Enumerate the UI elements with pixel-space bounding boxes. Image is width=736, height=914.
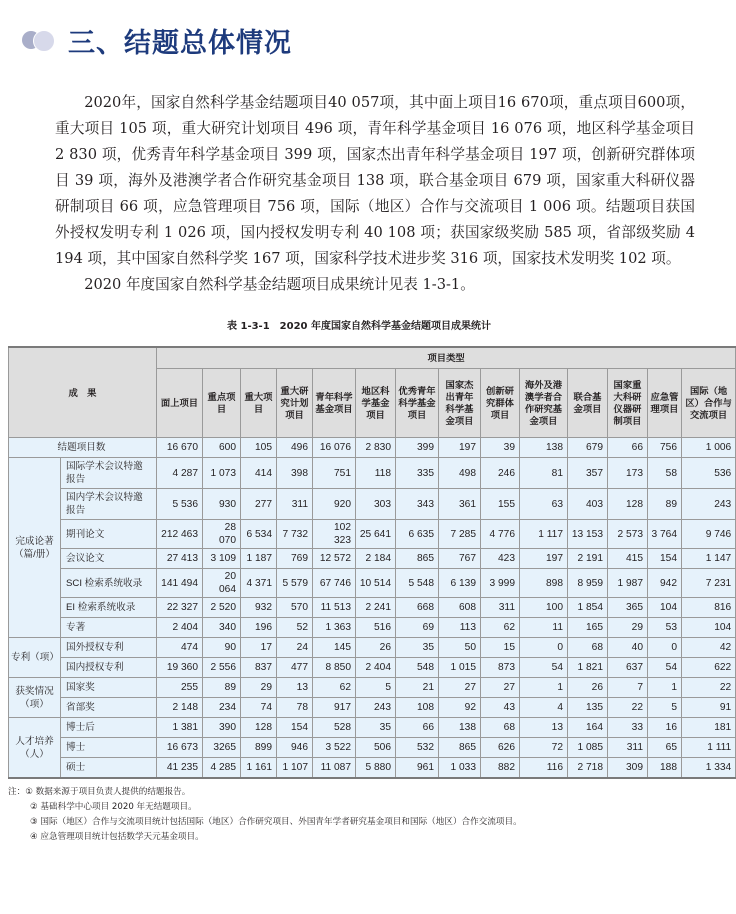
table-cell: 340 <box>203 618 241 638</box>
table-cell: 532 <box>396 738 439 758</box>
table-cell: 756 <box>648 438 682 458</box>
table-cell: 154 <box>277 718 313 738</box>
table-cell: 1 085 <box>568 738 608 758</box>
table-row <box>9 569 736 598</box>
table-cell: 930 <box>203 489 241 520</box>
table-cell: 751 <box>313 458 356 489</box>
table-cell: 108 <box>396 698 439 718</box>
table-cell: 1 073 <box>203 458 241 489</box>
table-cell: 17 <box>241 638 277 658</box>
table-cell: 6 534 <box>241 520 277 549</box>
table-cell: 357 <box>568 458 608 489</box>
column-header: 国际（地区）合作与交流项目 <box>682 369 736 438</box>
table-cell: 506 <box>356 738 396 758</box>
table-cell: 2 404 <box>356 658 396 678</box>
note: ③ 国际（地区）合作与交流项目统计包括国际（地区）合作研究项目、外国青年学者研究基金项目和国际（地区）合作交流项目。 <box>30 817 522 827</box>
table-cell: 873 <box>481 658 520 678</box>
table-cell: 961 <box>396 758 439 779</box>
table-cell: 1 334 <box>682 758 736 779</box>
column-header: 重大项目 <box>241 369 277 438</box>
table-cell: 608 <box>439 598 481 618</box>
table-cell: 1 117 <box>520 520 568 549</box>
column-header: 重大研究计划项目 <box>277 369 313 438</box>
table-cell: 28 070 <box>203 520 241 549</box>
table-row <box>9 618 736 638</box>
table-cell: 50 <box>439 638 481 658</box>
table-row <box>9 549 736 569</box>
table-cell: 1 <box>648 678 682 698</box>
table-cell: 22 <box>682 678 736 698</box>
table-cell: 105 <box>241 438 277 458</box>
table-cell: 16 076 <box>313 438 356 458</box>
table-cell: 637 <box>608 658 648 678</box>
table-cell: 7 732 <box>277 520 313 549</box>
table-cell: 92 <box>439 698 481 718</box>
column-header: 创新研究群体项目 <box>481 369 520 438</box>
table-cell: 78 <box>277 698 313 718</box>
table-cell: 26 <box>356 638 396 658</box>
table-cell: 155 <box>481 489 520 520</box>
table-cell: 197 <box>439 438 481 458</box>
table-cell: 66 <box>396 718 439 738</box>
row-label: 国外授权专利 <box>61 638 157 658</box>
table-cell: 865 <box>439 738 481 758</box>
table-caption: 表 1-3-1 2020 年度国家自然科学基金结题项目成果统计 <box>227 321 491 332</box>
table-cell: 102 323 <box>313 520 356 549</box>
table-cell: 946 <box>277 738 313 758</box>
table-cell: 600 <box>203 438 241 458</box>
table-row <box>9 678 736 698</box>
table-cell: 528 <box>313 718 356 738</box>
column-header: 地区科学基金项目 <box>356 369 396 438</box>
table-cell: 196 <box>241 618 277 638</box>
table-cell: 626 <box>481 738 520 758</box>
column-header: 优秀青年科学基金项目 <box>396 369 439 438</box>
table-cell: 3 764 <box>648 520 682 549</box>
table-cell: 63 <box>520 489 568 520</box>
table-cell: 89 <box>203 678 241 698</box>
table-cell: 2 241 <box>356 598 396 618</box>
table-cell: 19 360 <box>157 658 203 678</box>
table-cell: 21 <box>396 678 439 698</box>
table-cell: 2 148 <box>157 698 203 718</box>
table-cell: 8 959 <box>568 569 608 598</box>
table-cell: 29 <box>241 678 277 698</box>
table-cell: 4 287 <box>157 458 203 489</box>
table-cell: 54 <box>520 658 568 678</box>
table-cell: 5 <box>648 698 682 718</box>
table-cell: 932 <box>241 598 277 618</box>
table-cell: 2 404 <box>157 618 203 638</box>
table-cell: 496 <box>277 438 313 458</box>
table-cell: 898 <box>520 569 568 598</box>
result-header: 成 果 <box>9 347 157 438</box>
column-header: 国家重大科研仪器研制项目 <box>608 369 648 438</box>
table-cell: 1 161 <box>241 758 277 779</box>
table-cell: 58 <box>648 458 682 489</box>
table-cell: 66 <box>608 438 648 458</box>
table-cell: 89 <box>648 489 682 520</box>
table-cell: 16 670 <box>157 438 203 458</box>
table-cell: 165 <box>568 618 608 638</box>
table-cell: 11 <box>520 618 568 638</box>
table-cell: 361 <box>439 489 481 520</box>
table-cell: 10 514 <box>356 569 396 598</box>
table-cell: 40 <box>608 638 648 658</box>
table-cell: 68 <box>481 718 520 738</box>
table-cell: 403 <box>568 489 608 520</box>
paragraph: 2020年，国家自然科学基金结题项目40 057项，其中面上项目16 670项，重点项目600项，重大项目 105 项，重大研究计划项目 496 项，青年科学基金项目 16 076 项，地区科学基金项目 2 830 项，优秀青年科学基金项目 399 项，国家杰出青年科学基金项目 197 项，创新研究群体项目 39 项，海外及港澳学者合作研究基金项目 138 项，联合基金项目 679 项，国家重大科研仪器研制项目 66 项，应急管理项目 756 项，国际（地区）合作与交流项目 1 006 项。结题项目获国外授权发明专利 1 026 项，国内授权发明专利 40 108 项；获国家级奖励 585 项，省部级奖励 4 194 项，其中国家自然科学奖 167 项，国家科学技术进步奖 316 项，国家技术发明奖 102 项。 <box>55 94 695 267</box>
table-cell: 62 <box>481 618 520 638</box>
table-cell: 303 <box>356 489 396 520</box>
row-label: SCI 检索系统收录 <box>61 569 157 598</box>
table-cell: 113 <box>439 618 481 638</box>
table-cell: 2 718 <box>568 758 608 779</box>
row-label: 省部奖 <box>61 698 157 718</box>
table-cell: 1 854 <box>568 598 608 618</box>
column-header: 面上项目 <box>157 369 203 438</box>
table-cell: 920 <box>313 489 356 520</box>
table-cell: 477 <box>277 658 313 678</box>
table-cell: 26 <box>568 678 608 698</box>
table-body <box>9 438 736 779</box>
table-cell: 767 <box>439 549 481 569</box>
row-label: 国际学术会议特邀报告 <box>61 458 157 489</box>
table-cell: 9 746 <box>682 520 736 549</box>
table-cell: 90 <box>203 638 241 658</box>
table-cell: 882 <box>481 758 520 779</box>
table-cell: 15 <box>481 638 520 658</box>
table-cell: 52 <box>277 618 313 638</box>
table-cell: 3 999 <box>481 569 520 598</box>
note: 注：① 数据来源于项目负责人提供的结题报告。 <box>8 787 191 797</box>
table-cell: 1 381 <box>157 718 203 738</box>
table-row <box>9 598 736 618</box>
table-row-total <box>9 438 736 458</box>
table-cell: 68 <box>568 638 608 658</box>
table-cell: 118 <box>356 458 396 489</box>
table-cell: 74 <box>241 698 277 718</box>
table-cell: 35 <box>396 638 439 658</box>
table-cell: 128 <box>241 718 277 738</box>
table-cell: 246 <box>481 458 520 489</box>
table-cell: 1 006 <box>682 438 736 458</box>
table-cell: 1 147 <box>682 549 736 569</box>
table-row <box>9 489 736 520</box>
table-cell: 53 <box>648 618 682 638</box>
table-cell: 41 235 <box>157 758 203 779</box>
table-cell: 5 548 <box>396 569 439 598</box>
circle-icon <box>33 30 55 52</box>
table-cell: 100 <box>520 598 568 618</box>
table-cell: 816 <box>682 598 736 618</box>
table-cell: 3 522 <box>313 738 356 758</box>
column-header: 国家杰出青年科学基金项目 <box>439 369 481 438</box>
table-cell: 414 <box>241 458 277 489</box>
table-cell: 164 <box>568 718 608 738</box>
row-group-label: 获奖情况（项） <box>9 678 61 718</box>
table-cell: 27 <box>481 678 520 698</box>
table-row <box>9 758 736 779</box>
table-row <box>9 658 736 678</box>
table-cell: 536 <box>682 458 736 489</box>
table-row <box>9 718 736 738</box>
table-cell: 104 <box>648 598 682 618</box>
table-cell: 837 <box>241 658 277 678</box>
table-cell: 25 641 <box>356 520 396 549</box>
table-cell: 62 <box>313 678 356 698</box>
table-cell: 27 413 <box>157 549 203 569</box>
table-cell: 243 <box>356 698 396 718</box>
table-cell: 35 <box>356 718 396 738</box>
table-cell: 3265 <box>203 738 241 758</box>
table-cell: 0 <box>520 638 568 658</box>
table-cell: 5 <box>356 678 396 698</box>
row-group-label: 完成论著（篇/册） <box>9 458 61 638</box>
table-cell: 1 111 <box>682 738 736 758</box>
table-cell: 16 <box>648 718 682 738</box>
table-cell: 69 <box>396 618 439 638</box>
table-cell: 39 <box>481 438 520 458</box>
row-group-label: 人才培养（人） <box>9 718 61 779</box>
table-cell: 277 <box>241 489 277 520</box>
table-cell: 188 <box>648 758 682 779</box>
row-label: 结题项目数 <box>9 438 157 458</box>
table-cell: 4 371 <box>241 569 277 598</box>
table-cell: 141 494 <box>157 569 203 598</box>
table-cell: 4 285 <box>203 758 241 779</box>
table-cell: 548 <box>396 658 439 678</box>
row-label: 博士 <box>61 738 157 758</box>
row-group-label: 专利（项） <box>9 638 61 678</box>
note: ② 基础科学中心项目 2020 年无结题项目。 <box>30 802 197 812</box>
project-type-header: 项目类型 <box>157 347 736 369</box>
table-row <box>9 520 736 549</box>
table-cell: 7 231 <box>682 569 736 598</box>
table-cell: 415 <box>608 549 648 569</box>
table-cell: 311 <box>608 738 648 758</box>
table-cell: 22 327 <box>157 598 203 618</box>
table-cell: 6 635 <box>396 520 439 549</box>
row-label: 国内学术会议特邀报告 <box>61 489 157 520</box>
table-cell: 7 285 <box>439 520 481 549</box>
table-row <box>9 458 736 489</box>
table-cell: 116 <box>520 758 568 779</box>
section-heading <box>22 20 710 60</box>
table-cell: 668 <box>396 598 439 618</box>
table-cell: 2 573 <box>608 520 648 549</box>
table-cell: 769 <box>277 549 313 569</box>
table-cell: 343 <box>396 489 439 520</box>
table-cell: 679 <box>568 438 608 458</box>
table-cell: 16 673 <box>157 738 203 758</box>
table-cell: 154 <box>648 549 682 569</box>
table-cell: 27 <box>439 678 481 698</box>
table-cell: 138 <box>439 718 481 738</box>
table-cell: 2 556 <box>203 658 241 678</box>
table-cell: 181 <box>682 718 736 738</box>
table-cell: 335 <box>396 458 439 489</box>
table-cell: 255 <box>157 678 203 698</box>
column-header: 重点项目 <box>203 369 241 438</box>
table-cell: 899 <box>241 738 277 758</box>
table-cell: 11 087 <box>313 758 356 779</box>
section-title: 三、结题总体情况 <box>68 27 292 59</box>
table-cell: 6 139 <box>439 569 481 598</box>
table-cell: 390 <box>203 718 241 738</box>
table-cell: 135 <box>568 698 608 718</box>
table-cell: 2 830 <box>356 438 396 458</box>
table-cell: 12 572 <box>313 549 356 569</box>
table-cell: 1 107 <box>277 758 313 779</box>
row-label: 会议论文 <box>61 549 157 569</box>
table-cell: 1 033 <box>439 758 481 779</box>
table-cell: 498 <box>439 458 481 489</box>
table-cell: 399 <box>396 438 439 458</box>
table-cell: 243 <box>682 489 736 520</box>
row-label: 专著 <box>61 618 157 638</box>
row-label: 硕士 <box>61 758 157 779</box>
table-cell: 42 <box>682 638 736 658</box>
table-cell: 474 <box>157 638 203 658</box>
table-cell: 5 536 <box>157 489 203 520</box>
table-cell: 43 <box>481 698 520 718</box>
table-cell: 398 <box>277 458 313 489</box>
table-cell: 311 <box>277 489 313 520</box>
body-text <box>55 90 695 298</box>
table-cell: 423 <box>481 549 520 569</box>
results-table <box>8 346 736 779</box>
table-row <box>9 638 736 658</box>
table-cell: 11 513 <box>313 598 356 618</box>
row-label: 博士后 <box>61 718 157 738</box>
table-cell: 622 <box>682 658 736 678</box>
table-cell: 365 <box>608 598 648 618</box>
table-cell: 8 850 <box>313 658 356 678</box>
table-cell: 4 <box>520 698 568 718</box>
table-notes <box>8 785 710 845</box>
table-cell: 13 <box>277 678 313 698</box>
table-cell: 128 <box>608 489 648 520</box>
table-cell: 7 <box>608 678 648 698</box>
row-label: 国内授权专利 <box>61 658 157 678</box>
note: ④ 应急管理项目统计包括数学天元基金项目。 <box>30 832 204 842</box>
table-cell: 91 <box>682 698 736 718</box>
table-cell: 104 <box>682 618 736 638</box>
table-cell: 311 <box>481 598 520 618</box>
table-cell: 3 109 <box>203 549 241 569</box>
table-cell: 2 191 <box>568 549 608 569</box>
table-cell: 234 <box>203 698 241 718</box>
table-cell: 917 <box>313 698 356 718</box>
table-cell: 81 <box>520 458 568 489</box>
table-cell: 1 015 <box>439 658 481 678</box>
paragraph: 2020 年度国家自然科学基金结题项目成果统计见表 1-3-1。 <box>84 276 475 293</box>
column-header: 应急管理项目 <box>648 369 682 438</box>
column-header: 海外及港澳学者合作研究基金项目 <box>520 369 568 438</box>
table-cell: 54 <box>648 658 682 678</box>
table-cell: 516 <box>356 618 396 638</box>
table-cell: 197 <box>520 549 568 569</box>
table-cell: 1 987 <box>608 569 648 598</box>
table-cell: 865 <box>396 549 439 569</box>
table-cell: 309 <box>608 758 648 779</box>
table-cell: 2 520 <box>203 598 241 618</box>
table-cell: 29 <box>608 618 648 638</box>
table-row <box>9 698 736 718</box>
row-label: 国家奖 <box>61 678 157 698</box>
table-cell: 570 <box>277 598 313 618</box>
table-cell: 212 463 <box>157 520 203 549</box>
table-cell: 0 <box>648 638 682 658</box>
bullet-circles-icon <box>22 29 56 51</box>
table-cell: 5 880 <box>356 758 396 779</box>
table-cell: 22 <box>608 698 648 718</box>
table-cell: 72 <box>520 738 568 758</box>
table-cell: 1 821 <box>568 658 608 678</box>
table-cell: 4 776 <box>481 520 520 549</box>
table-cell: 13 <box>520 718 568 738</box>
table-cell: 145 <box>313 638 356 658</box>
table-row <box>9 738 736 758</box>
table-cell: 24 <box>277 638 313 658</box>
table-cell: 5 579 <box>277 569 313 598</box>
column-header: 青年科学基金项目 <box>313 369 356 438</box>
row-label: EI 检索系统收录 <box>61 598 157 618</box>
table-cell: 173 <box>608 458 648 489</box>
column-header: 联合基金项目 <box>568 369 608 438</box>
table-cell: 2 184 <box>356 549 396 569</box>
table-cell: 1 187 <box>241 549 277 569</box>
table-cell: 33 <box>608 718 648 738</box>
table-cell: 13 153 <box>568 520 608 549</box>
table-cell: 20 064 <box>203 569 241 598</box>
table-cell: 138 <box>520 438 568 458</box>
table-cell: 65 <box>648 738 682 758</box>
table-cell: 67 746 <box>313 569 356 598</box>
row-label: 期刊论文 <box>61 520 157 549</box>
table-cell: 1 <box>520 678 568 698</box>
table-cell: 1 363 <box>313 618 356 638</box>
table-cell: 942 <box>648 569 682 598</box>
